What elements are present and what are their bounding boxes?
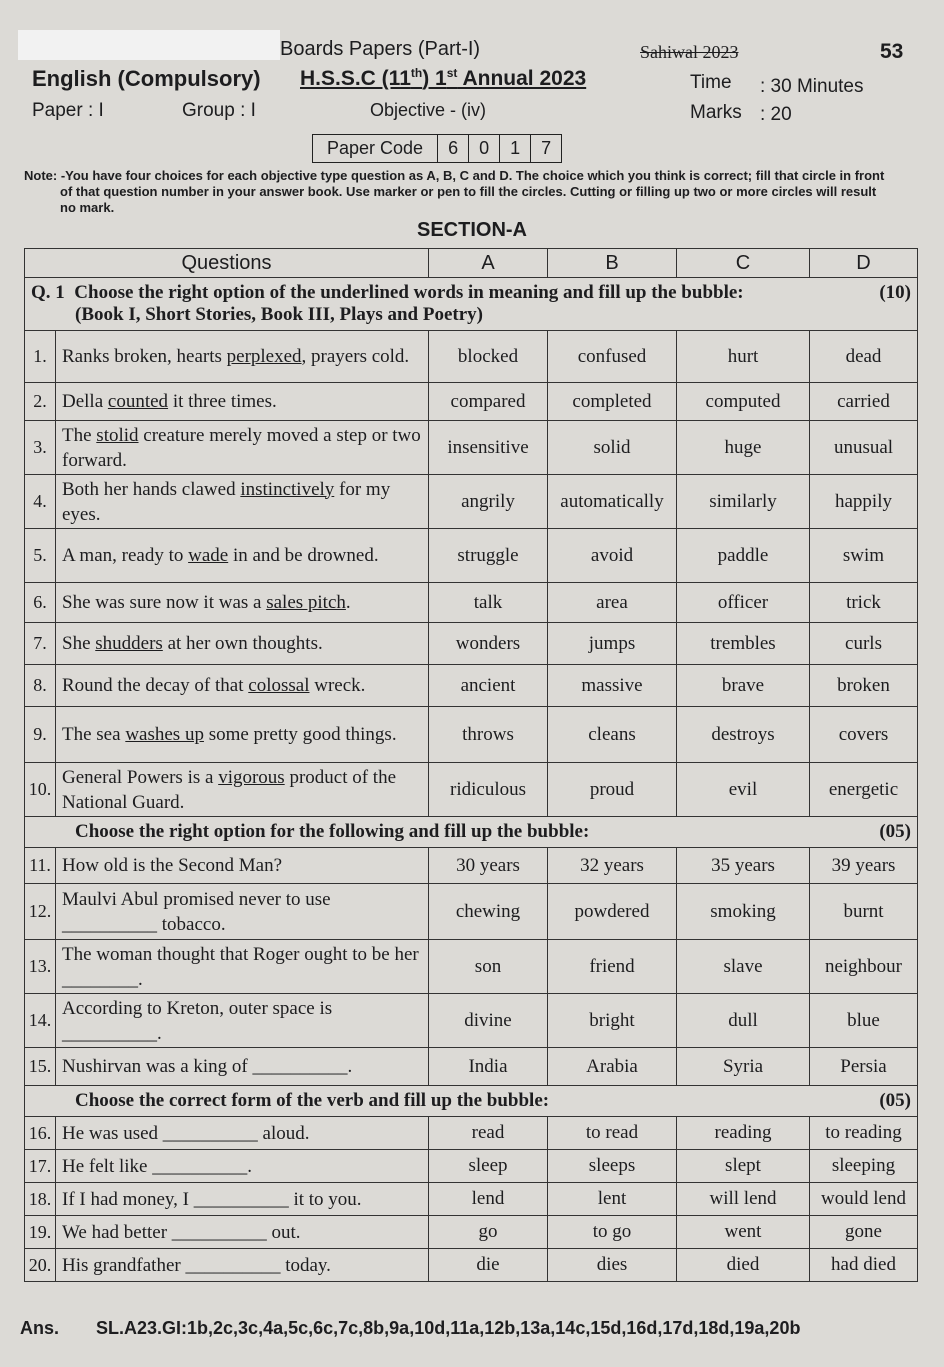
time-value: : 30 Minutes	[760, 76, 864, 97]
paper-code-digit: 1	[499, 135, 530, 162]
running-right: Sahiwal 2023	[640, 42, 739, 62]
table-row: 13. The woman thought that Roger ought to be her ________. son friend slave neighbour	[25, 940, 918, 994]
paper-label: Paper : I	[32, 100, 104, 121]
table-row: 11. How old is the Second Man? 30 years 32 years 35 years 39 years	[25, 848, 918, 884]
group-label: Group : I	[182, 100, 256, 121]
table-row: 16. He was used __________ aloud. read to read reading to reading	[25, 1117, 918, 1150]
table-row: 8. Round the decay of that colossal wreck. ancient massive brave broken	[25, 665, 918, 707]
exam-title: H.S.S.C (11th) 1st Annual 2023	[300, 66, 587, 90]
table-row: 2. Della counted it three times. compared completed computed carried	[25, 383, 918, 421]
marks-value: : 20	[760, 104, 792, 125]
table-row: 18. If I had money, I __________ it to you. lend lent will lend would lend	[25, 1183, 918, 1216]
subject-title: English (Compulsory)	[32, 66, 261, 91]
table-header-row: Questions A B C D	[25, 249, 918, 278]
page-number: 53	[880, 40, 904, 63]
marks-label: Marks	[690, 102, 742, 123]
paper-code-digit: 7	[530, 135, 561, 162]
part2-instruction-row: Choose the right option for the following and fill up the bubble: (05)	[25, 817, 918, 848]
objective-label: Objective - (iv)	[370, 100, 487, 120]
table-row: 1. Ranks broken, hearts perplexed, prayers cold. blocked confused hurt dead	[25, 331, 918, 383]
table-row: 7. She shudders at her own thoughts. wonders jumps trembles curls	[25, 623, 918, 665]
table-row: 19. We had better __________ out. go to go went gone	[25, 1216, 918, 1249]
table-row: 20. His grandfather __________ today. die dies died had died	[25, 1249, 918, 1282]
running-title: Boards Papers (Part-I)	[280, 38, 481, 60]
table-row: 10. General Powers is a vigorous product of the National Guard. ridiculous proud evil energetic	[25, 763, 918, 817]
part3-instruction-row: Choose the correct form of the verb and fill up the bubble: (05)	[25, 1086, 918, 1117]
answer-key: SL.A23.GI:1b,2c,3c,4a,5c,6c,7c,8b,9a,10d,11a,12b,13a,14c,15d,16d,17d,18d,19a,20b	[96, 1318, 801, 1338]
paper-code-digit: 6	[437, 135, 468, 162]
answers-label: Ans.	[20, 1318, 60, 1338]
part1-instruction-row: Q. 1 Choose the right option of the underlined words in meaning and fill up the bubble: (10) (Book I, Short Stories, Book III, Plays and Poetry)	[25, 278, 918, 331]
table-row: 17. He felt like __________. sleep sleeps slept sleeping	[25, 1150, 918, 1183]
paper-code-box	[312, 134, 562, 163]
paper-code-label: Paper Code	[327, 138, 424, 158]
table-row: 4. Both her hands clawed instinctively for my eyes. angrily automatically similarly happily	[25, 475, 918, 529]
section-title: SECTION-A	[417, 219, 527, 241]
table-row: 5. A man, ready to wade in and be drowned. struggle avoid paddle swim	[25, 529, 918, 583]
table-row: 9. The sea washes up some pretty good things. throws cleans destroys covers	[25, 707, 918, 763]
time-label: Time	[690, 72, 732, 93]
table-row: 12. Maulvi Abul promised never to use __________ tobacco. chewing powdered smoking burnt	[25, 884, 918, 940]
questions-table	[24, 248, 918, 1282]
table-row: 14. According to Kreton, outer space is __________. divine bright dull blue	[25, 994, 918, 1048]
table-row: 6. She was sure now it was a sales pitch. talk area officer trick	[25, 583, 918, 623]
paper-code-digit: 0	[468, 135, 499, 162]
table-row: 15. Nushirvan was a king of __________. India Arabia Syria Persia	[25, 1048, 918, 1086]
table-row: 3. The stolid creature merely moved a step or two forward. insensitive solid huge unusual	[25, 421, 918, 475]
instructions-note: Note: -You have four choices for each objective type question as A, B, C and D. The choice which you think is correct; fill that circle in front of that question number in your answer book. Use marker or pen to fill the circles. Cutting or filling up two or more circles will result no mark.	[24, 168, 885, 215]
redacted-box	[18, 30, 280, 60]
